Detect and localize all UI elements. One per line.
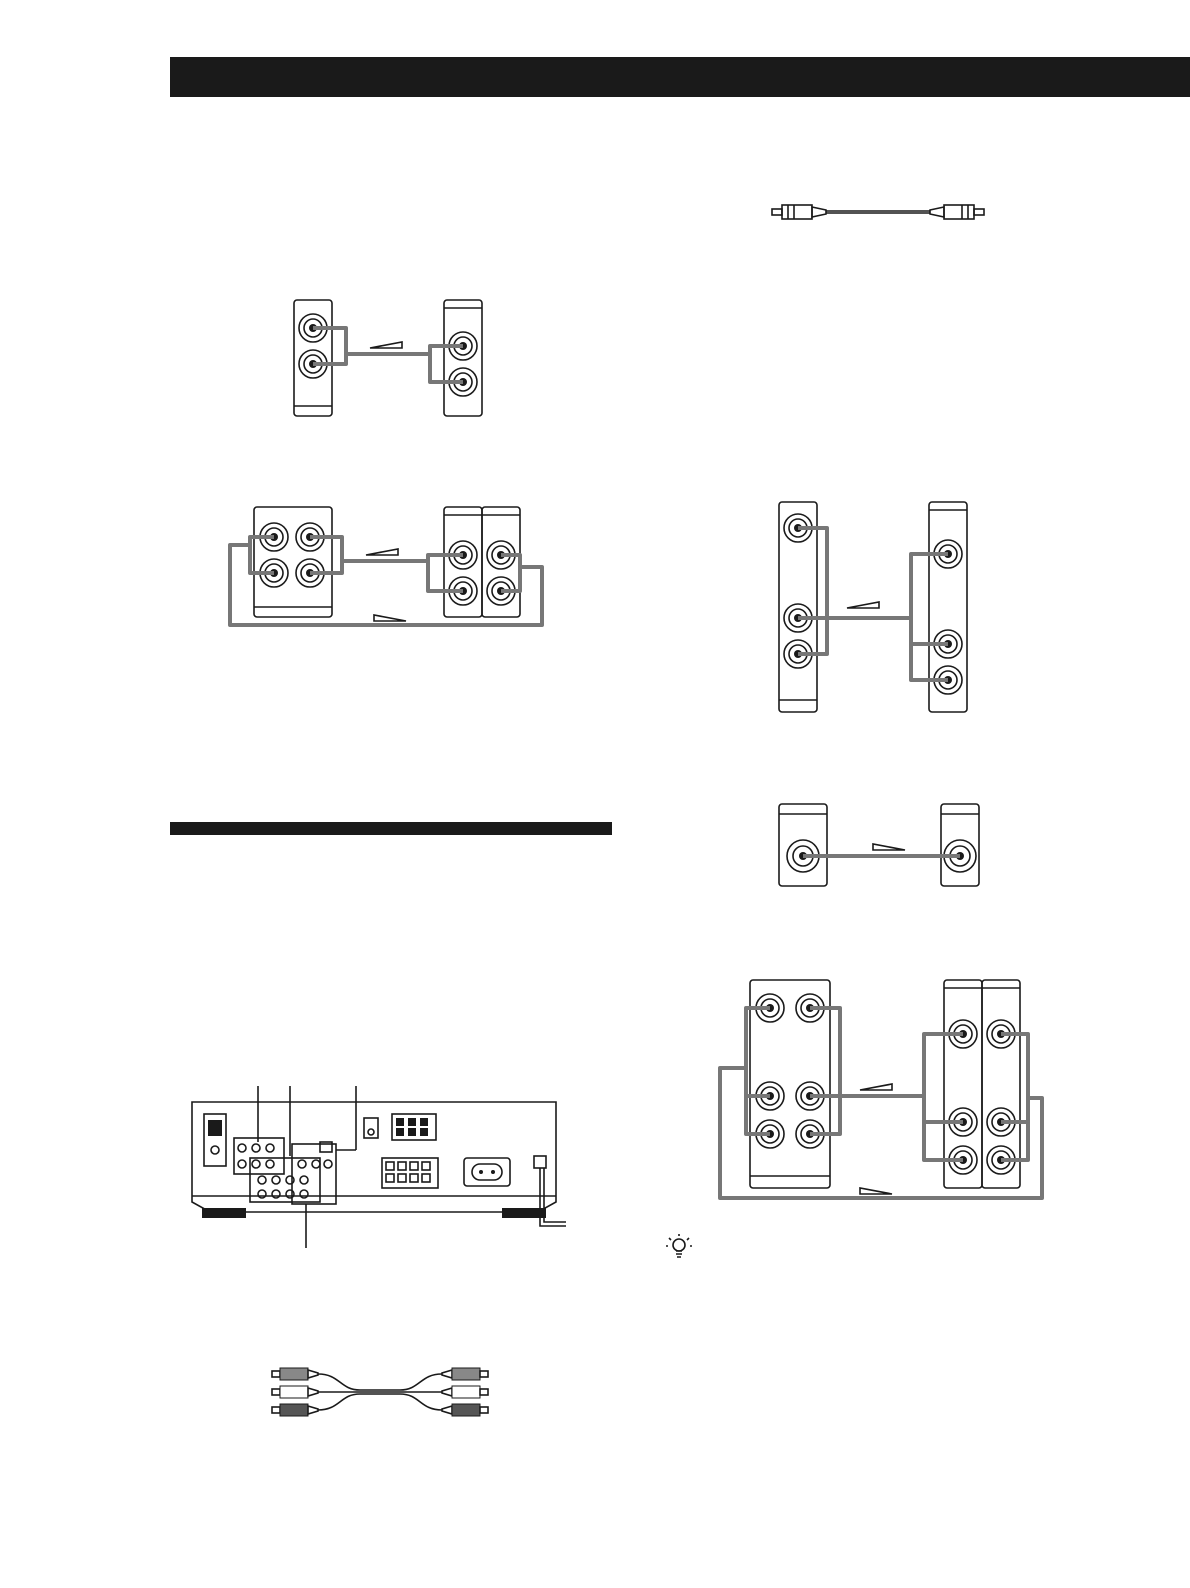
av-cord-figure [270,1366,490,1422]
video-audio-connection-icon [775,500,975,715]
receiver-rear-panel-icon [186,1080,586,1260]
mono-audio-cord-icon [770,200,990,224]
mono-audio-cord-figure [770,200,990,224]
header-bar [170,57,1190,97]
stereo-cord-connection-icon [290,298,490,418]
rear-panel-figure [186,1080,586,1260]
video-audio-figure [775,500,975,715]
audio-video-cord-icon [270,1366,490,1422]
tip-figure [664,1232,694,1262]
single-jack-figure [775,800,985,890]
stereo-connection-figure [290,298,490,418]
vcr-loop-figure [720,978,1060,1208]
single-jack-connection-icon [775,800,985,890]
section-bar [170,822,612,835]
tape-loop-figure [220,505,560,635]
tip-lightbulb-icon [664,1232,694,1262]
vcr-loop-connection-icon [720,978,1060,1208]
tape-deck-loop-connection-icon [220,505,560,635]
